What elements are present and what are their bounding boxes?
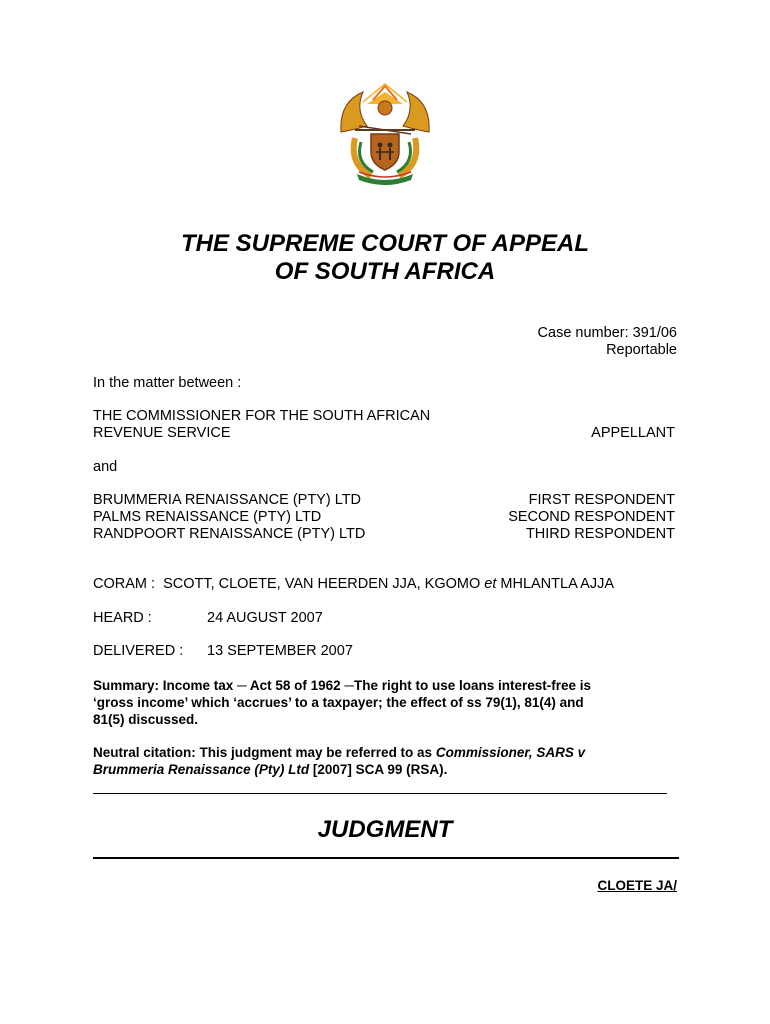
citation-suffix: [2007] SCA 99 (RSA). — [309, 762, 448, 777]
respondent-role: SECOND RESPONDENT — [508, 509, 675, 525]
coram-judges-part2: MHLANTLA AJJA — [496, 576, 615, 592]
summary-line2: ‘gross income’ which ‘accrues’ to a taxpayer; the effect of ss 79(1), 81(4) and — [93, 695, 584, 710]
matter-intro: In the matter between : — [93, 375, 242, 391]
citation-case-part1: Commissioner, SARS v — [435, 745, 586, 760]
respondent-role: FIRST RESPONDENT — [528, 492, 675, 508]
appellant-name-line1: THE COMMISSIONER FOR THE SOUTH AFRICAN — [93, 408, 431, 424]
coram-et: et — [484, 576, 497, 592]
appellant-role: APPELLANT — [591, 425, 675, 441]
summary-line1: Summary: Income tax ─ Act 58 of 1962 ─The right to use loans interest-free is — [93, 678, 592, 693]
respondent-name: PALMS RENAISSANCE (PTY) LTD — [93, 509, 322, 525]
coram-label: CORAM : — [93, 576, 156, 592]
neutral-citation — [93, 744, 683, 778]
coram-line — [93, 576, 614, 593]
summary-line3: 81(5) discussed. — [93, 712, 199, 727]
heard-label: HEARD : — [93, 610, 152, 626]
respondent-name: BRUMMERIA RENAISSANCE (PTY) LTD — [93, 492, 362, 508]
court-title-line2: OF SOUTH AFRICA — [274, 258, 496, 285]
respondent-name: RANDPOORT RENAISSANCE (PTY) LTD — [93, 526, 366, 542]
case-number: Case number: 391/06 — [537, 325, 677, 341]
separator-line — [93, 793, 667, 794]
citation-case-part2: Brummeria Renaissance (Pty) Ltd — [93, 762, 310, 777]
court-title-line1: THE SUPREME COURT OF APPEAL — [180, 230, 590, 257]
reportable-status: Reportable — [606, 342, 677, 358]
author-signature: CLOETE JA/ — [597, 878, 677, 893]
judgment-heading: JUDGMENT — [317, 816, 453, 843]
delivered-label: DELIVERED : — [93, 643, 184, 659]
coram-judges-part1: SCOTT, CLOETE, VAN HEERDEN JJA, KGOMO — [163, 576, 485, 592]
citation-prefix: Neutral citation: This judgment may be referred to as — [93, 745, 436, 760]
right-wing-icon — [403, 92, 429, 132]
appellant-name-line2: REVENUE SERVICE — [93, 425, 231, 441]
respondent-role: THIRD RESPONDENT — [525, 526, 675, 542]
heard-date: 24 AUGUST 2007 — [207, 610, 323, 626]
and-separator: and — [93, 459, 118, 475]
delivered-date: 13 SEPTEMBER 2007 — [207, 643, 353, 659]
coat-of-arms-emblem — [333, 82, 437, 188]
judgment-rule — [93, 857, 679, 859]
summary-block — [93, 677, 683, 728]
